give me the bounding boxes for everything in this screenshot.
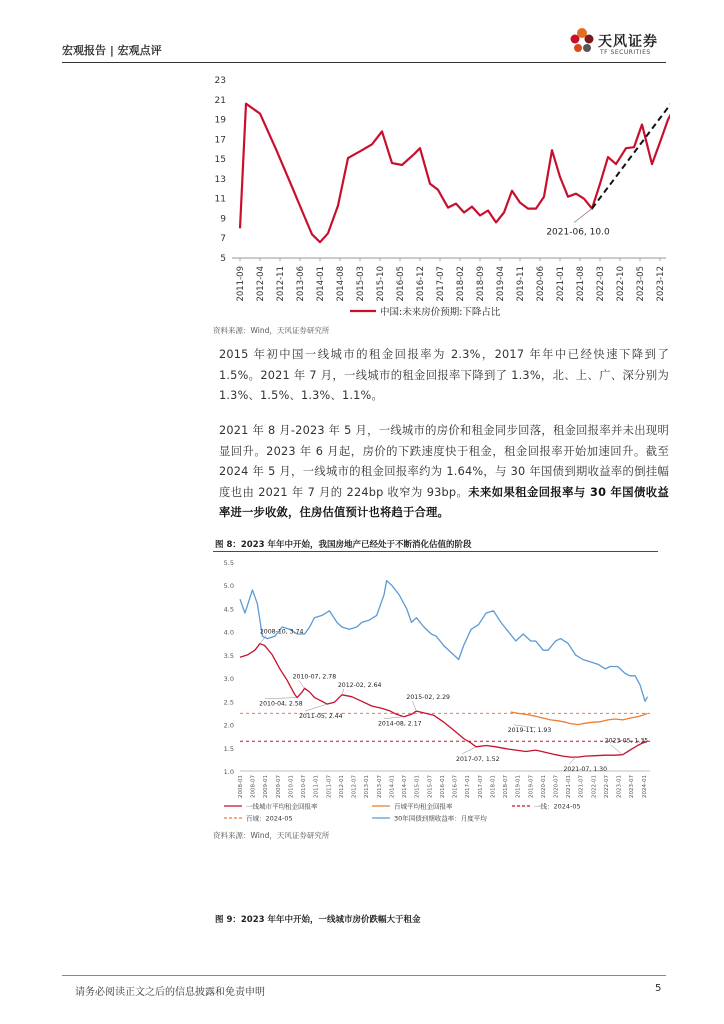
logo-text-en: TF SECURITIES: [600, 49, 651, 56]
x-tick-label: 2008-01: [238, 775, 244, 798]
fig8-title: 图 8：2023 年年中开始，我国房地产已经处于不断消化估值的阶段: [215, 540, 472, 550]
x-tick-label: 2011-07: [326, 775, 333, 798]
x-tick-label: 2016-05: [396, 266, 406, 302]
legend-label: 百城：2024-05: [246, 814, 293, 823]
y-tick-label: 23: [214, 76, 226, 86]
legend-label: 30年国债到期收益率：月度平均: [394, 814, 487, 823]
y-tick-label: 3.5: [223, 651, 234, 660]
x-tick-label: 2018-02: [456, 266, 466, 302]
x-tick-label: 2018-07: [503, 775, 510, 798]
x-tick-label: 2012-01: [338, 775, 345, 798]
x-tick-label: 2014-01: [316, 266, 326, 302]
legend-label: 一线：2024-05: [534, 802, 581, 811]
annotation-label: 2011-05, 2.44: [298, 713, 343, 721]
x-tick-label: 2019-11: [516, 266, 526, 302]
annotation-label: 2021-06, 10.0: [546, 227, 610, 238]
y-tick-label: 2.0: [223, 721, 234, 730]
price-expectation-chart: [200, 68, 670, 320]
annotation-label: 2023-05, 1.35: [604, 737, 649, 745]
annotation-leader: [265, 698, 297, 699]
footer-disclaimer: 请务必阅读正文之后的信息披露和免责申明: [75, 987, 265, 998]
x-tick-label: 2021-01: [566, 775, 573, 798]
annotation-leader: [342, 689, 344, 695]
paragraph-2: [219, 421, 669, 524]
x-tick-label: 2016-07: [452, 775, 459, 798]
x-tick-label: 2010-07: [301, 775, 308, 798]
series-line: [240, 581, 648, 702]
annotation-leader: [611, 745, 623, 755]
y-tick-label: 11: [214, 194, 226, 205]
x-tick-label: 2009-01: [263, 775, 270, 798]
x-tick-label: 2017-07: [436, 266, 446, 302]
annotation-leader: [412, 701, 416, 711]
chart2-source: 资料来源：Wind，天风证券研究所: [213, 831, 330, 840]
x-tick-label: 2013-01: [364, 775, 371, 798]
annotation-label: 2017-07, 1.52: [456, 755, 500, 763]
annotation-label: 2008-10, 3.74: [259, 628, 304, 636]
annotation-label: 2014-08, 2.17: [378, 720, 422, 728]
x-tick-label: 2024-01: [641, 775, 648, 798]
x-tick-label: 2016-12: [416, 266, 426, 302]
x-tick-label: 2013-06: [296, 266, 306, 302]
annotation-label: 2021-07, 1.30: [563, 766, 608, 774]
trend-arrow-line: [592, 93, 670, 209]
y-tick-label: 13: [214, 174, 226, 185]
chart1-source: 资料来源：Wind，天风证券研究所: [213, 326, 330, 335]
y-tick-label: 5.0: [223, 582, 234, 591]
x-tick-label: 2011-09: [236, 266, 246, 302]
x-tick-label: 2022-07: [603, 775, 610, 798]
x-tick-label: 2022-03: [596, 266, 606, 302]
annotation-label: 2012-02, 2.64: [337, 681, 382, 689]
y-tick-label: 5: [220, 254, 226, 264]
x-tick-label: 2021-08: [576, 266, 586, 302]
x-tick-label: 2008-07: [250, 775, 257, 798]
x-tick-label: 2015-03: [356, 266, 366, 302]
x-tick-label: 2013-07: [376, 775, 383, 798]
logo-text-cn: 天风证券: [598, 34, 658, 50]
y-tick-label: 4.0: [223, 628, 234, 637]
x-tick-label: 2022-10: [616, 266, 626, 302]
page-number: 5: [655, 983, 662, 994]
company-logo: [566, 25, 676, 61]
x-tick-label: 2015-10: [376, 266, 386, 302]
x-tick-label: 2023-01: [616, 775, 623, 798]
paragraph-2-bold-conclusion: 未来如果租金回报率与 30 年国债收益率进一步收敛，住房估值预计也将趋于合理。: [219, 485, 669, 519]
y-tick-label: 17: [214, 135, 226, 146]
x-tick-label: 2018-01: [490, 775, 497, 798]
x-tick-label: 2017-01: [465, 775, 472, 798]
annotation-leader: [462, 747, 476, 754]
x-tick-label: 2014-07: [402, 775, 409, 798]
x-tick-label: 2017-07: [477, 775, 484, 798]
x-tick-label: 2019-04: [496, 266, 506, 302]
footer-divider: [62, 975, 666, 976]
x-tick-label: 2023-12: [656, 266, 666, 302]
y-tick-label: 7: [220, 234, 226, 245]
report-section-label: 宏观报告 | 宏观点评: [62, 44, 162, 57]
series-line-price-expectation: [240, 90, 670, 242]
x-tick-label: 2010-01: [288, 775, 295, 798]
x-tick-label: 2012-04: [256, 266, 266, 302]
x-tick-label: 2016-01: [439, 775, 446, 798]
y-tick-label: 21: [214, 95, 226, 106]
x-tick-label: 2019-01: [515, 775, 522, 798]
legend-label: 百城平均租金回报率: [394, 802, 453, 811]
x-tick-label: 2014-01: [389, 775, 396, 798]
x-tick-label: 2011-01: [313, 775, 320, 798]
y-tick-label: 15: [214, 155, 226, 166]
annotation-leader: [384, 717, 404, 719]
paragraph-2-text: 2021 年 8 月-2023 年 5 月，一线城市的房价和租金同步回落，租金回报率并未出现明显回升。2023 年 6 月起，房价的下跌速度快于租金，租金回报率开始加速回升。截至 2024 年 5 月，一线城市的租金回报率约为 1.64%，与 30 年国债到期收益率的倒挂幅度也由 2021 年 7 月的 224bp 收窄为 93bp。: [219, 424, 669, 499]
annotation-leader: [569, 757, 575, 764]
logo-flower-icon: [566, 25, 598, 59]
y-tick-label: 2.5: [223, 698, 234, 707]
x-tick-label: 2014-08: [336, 266, 346, 302]
annotation-leader: [299, 680, 305, 688]
y-tick-label: 1.5: [223, 744, 234, 753]
x-tick-label: 2021-01: [556, 266, 566, 302]
x-tick-label: 2018-09: [476, 266, 486, 302]
y-tick-label: 5.5: [223, 559, 234, 567]
annotation-label: 2015-02, 2.29: [406, 694, 451, 702]
annotation-leader: [305, 704, 327, 711]
x-tick-label: 2009-07: [275, 775, 282, 798]
x-tick-label: 2015-01: [414, 775, 421, 798]
x-tick-label: 2023-07: [629, 775, 636, 798]
y-tick-label: 9: [220, 214, 226, 225]
fig9-title: 图 9：2023 年年中开始，一线城市房价跌幅大于租金: [215, 915, 421, 925]
x-tick-label: 2020-01: [540, 775, 547, 798]
annotation-label: 2019-11, 1.93: [507, 726, 552, 734]
x-tick-label: 2012-07: [351, 775, 358, 798]
paragraph-1: 2015 年初中国一线城市的租金回报率为 2.3%，2017 年年中已经快速下降到了 1.5%。2021 年 7 月，一线城市的租金回报率下降到了 1.3%，北、上、广、深分别为 1.3%、1.5%、1.3%、1.1%。: [219, 348, 669, 402]
y-tick-label: 4.5: [223, 605, 234, 614]
x-tick-label: 2020-06: [536, 266, 546, 302]
annotation-label: 2010-04, 2.58: [259, 700, 303, 708]
rent-yield-chart: [212, 556, 662, 824]
x-tick-label: 2022-01: [591, 775, 598, 798]
x-tick-label: 2020-07: [553, 775, 560, 798]
x-tick-label: 2012-11: [276, 266, 286, 302]
annotation-leader: [574, 209, 592, 223]
x-tick-label: 2023-05: [636, 266, 646, 302]
x-tick-label: 2021-07: [578, 775, 585, 798]
x-tick-label: 2019-07: [528, 775, 535, 798]
y-tick-label: 1.0: [223, 768, 234, 776]
y-tick-label: 3.0: [223, 675, 234, 684]
x-tick-label: 2015-07: [427, 775, 434, 798]
fig8-top-rule: [213, 551, 658, 552]
header-divider: [62, 62, 666, 63]
legend-label: 中国:未来房价预期:下降占比: [380, 307, 501, 318]
legend-label: 一线城市平均租金回报率: [246, 802, 318, 811]
y-tick-label: 19: [214, 115, 226, 126]
annotation-label: 2010-07, 2.78: [292, 673, 337, 681]
